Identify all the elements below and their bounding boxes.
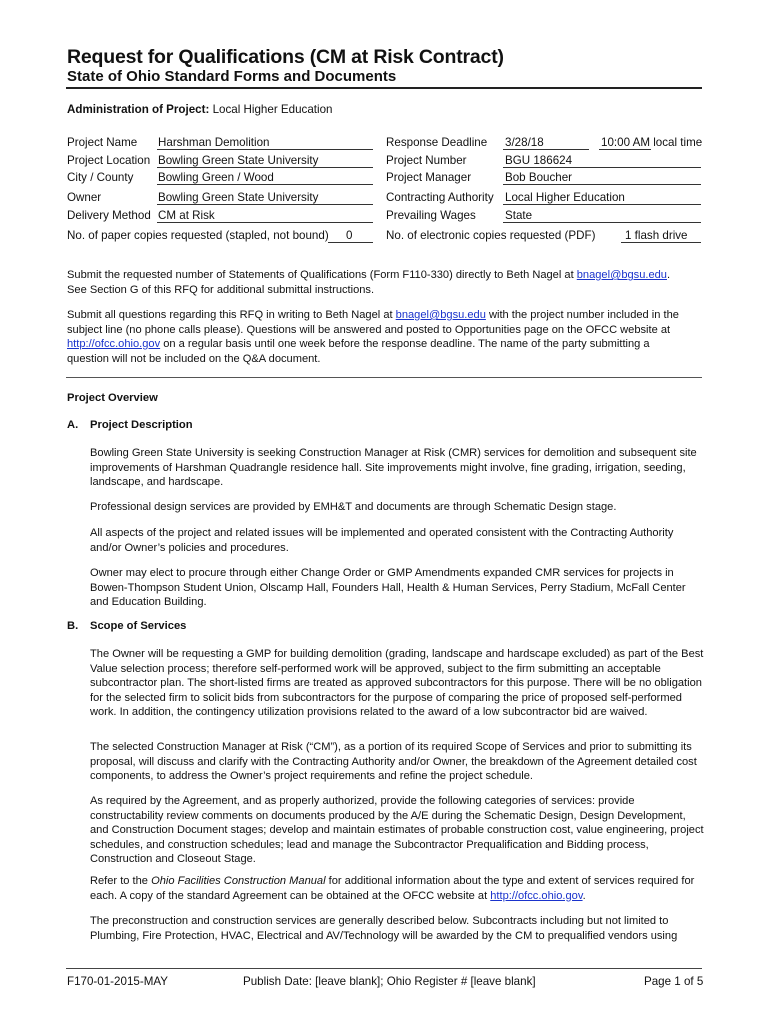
section-a-letter: A.: [67, 419, 79, 431]
electronic-copies-value[interactable]: 1 flash drive: [625, 229, 688, 242]
contracting-authority-underline: [503, 204, 701, 205]
manual-text-c: .: [582, 889, 586, 902]
city-county-underline: [157, 184, 373, 185]
paper-copies-label: No. of paper copies requested (stapled, not bound): [67, 229, 329, 242]
administration-line: [67, 103, 332, 116]
footer-form-id: F170-01-2015-MAY: [67, 975, 168, 988]
paper-copies-value[interactable]: 0: [346, 229, 353, 242]
deadline-time-underline: [599, 149, 651, 150]
project-overview-heading: Project Overview: [67, 392, 158, 404]
project-name-value[interactable]: Harshman Demolition: [158, 136, 270, 149]
project-location-value[interactable]: Bowling Green State University: [158, 154, 319, 167]
manual-text-b: for additional information about the type and extent of services required for each. A copy of the standard Agreement can be obtained at the OFCC website at: [90, 875, 695, 902]
questions-text-regular: on a regular basis until one week before the response deadline. The name of the party submitting a: [160, 338, 650, 350]
section-divider: [66, 377, 702, 378]
project-location-underline: [157, 167, 373, 168]
questions-text: Submit all questions regarding this RFQ in writing to Beth Nagel at: [67, 309, 396, 321]
questions-text-end: question will not be included on the Q&A document.: [67, 352, 321, 365]
scope-paragraph-4: [90, 874, 705, 903]
submit-paragraph-2: [67, 308, 707, 366]
owner-label: Owner: [67, 191, 102, 204]
project-manager-value[interactable]: Bob Boucher: [505, 171, 573, 184]
questions-text-subject: subject line (no phone calls please). Questions will be answered and posted to Opportunities page on the OFCC website at: [67, 323, 671, 336]
response-deadline-time-row: [601, 136, 702, 149]
footer-page-number: Page 1 of 5: [644, 975, 704, 988]
response-deadline-date[interactable]: 3/28/18: [505, 136, 544, 149]
delivery-method-value[interactable]: CM at Risk: [158, 209, 215, 222]
project-name-label: Project Name: [67, 136, 138, 149]
contracting-authority-label: Contracting Authority: [386, 191, 494, 204]
section-a-title: Project Description: [90, 419, 193, 431]
administration-label: Administration of Project:: [67, 103, 210, 116]
manual-text-a: Refer to the: [90, 875, 152, 887]
scope-paragraph-3: As required by the Agreement, and as properly authorized, provide the following categories of services: provide constructability review comments on documents produced by the A/E during the Schematic Design, Design Development, and Construction Document stages; develop and maintain estimates of probable construction cost, value engineering, project schedules, and construction schedules; lead and manage the Subcontractor Prequalification and Bidding process, Construction and Closeout Stage.: [90, 795, 704, 865]
response-deadline-time-suffix: local time: [653, 136, 703, 149]
city-county-label: City / County: [67, 171, 134, 184]
description-paragraph-1: Bowling Green State University is seeking Construction Manager at Risk (CMR) services for demolition and subsequent site improvements of Harshman Quadrangle residence hall. Site improvements might involve, fine grading, irrigation, seeding, landscape, and hardscape.: [90, 447, 697, 488]
project-number-label: Project Number: [386, 154, 467, 167]
prevailing-wages-value[interactable]: State: [505, 209, 533, 222]
submit-text-section-g: See Section G of this RFQ for additional submittal instructions.: [67, 283, 375, 296]
page-title: Request for Qualifications (CM at Risk Contract): [67, 46, 504, 68]
prevailing-wages-underline: [503, 222, 701, 223]
response-deadline-time[interactable]: 10:00 AM: [601, 136, 650, 149]
project-manager-underline: [503, 184, 701, 185]
footer-rule: [66, 968, 702, 969]
contracting-authority-value[interactable]: Local Higher Education: [505, 191, 625, 204]
prevailing-wages-label: Prevailing Wages: [386, 209, 476, 222]
scope-paragraph-5: The preconstruction and construction services are generally described below. Subcontracts including but not limited to Plumbing, Fire Protection, HVAC, Electrical and AV/Technology will be awarded by the CM to prequalified vendors using: [90, 915, 678, 942]
submit-paragraph-1: [67, 268, 707, 297]
section-b-title: Scope of Services: [90, 620, 187, 632]
manual-title: Ohio Facilities Construction Manual: [151, 875, 326, 887]
footer-publish-info: Publish Date: [leave blank]; Ohio Register # [leave blank]: [243, 975, 536, 988]
page-subtitle: State of Ohio Standard Forms and Documents: [67, 68, 397, 85]
owner-underline: [157, 204, 373, 205]
scope-paragraph-1: The Owner will be requesting a GMP for building demolition (grading, landscape and hardscape excluded) as part of the Best Value selection process; therefore self-performed work will be approved, subject to the firm submitting an acceptable subcontractor plan. The short-listed firms are treated as approved subcontractors for this purpose. There will be no obligation for the selected firm to solicit bids from subcontractors for the purpose of comparing the price of proposed self-performed work. In addition, the contingency utilization provisions related to the award of a low subcontractor bid are waived.: [90, 648, 704, 718]
header-rule: [66, 87, 702, 89]
submit-text: Submit the requested number of Statements of Qualifications (Form F110-330) directly to Beth Nagel at: [67, 269, 577, 281]
electronic-copies-label: No. of electronic copies requested (PDF): [386, 229, 596, 242]
project-name-underline: [157, 149, 373, 150]
questions-text-cont: with the project number included in the: [485, 309, 679, 321]
project-number-underline: [503, 167, 701, 168]
paper-copies-underline: [328, 242, 373, 243]
section-b-letter: B.: [67, 620, 79, 632]
owner-value[interactable]: Bowling Green State University: [158, 191, 319, 204]
administration-value: Local Higher Education: [212, 103, 333, 116]
city-county-value[interactable]: Bowling Green / Wood: [158, 171, 274, 184]
description-paragraph-2: Professional design services are provided by EMH&T and documents are through Schematic Design stage.: [90, 501, 617, 513]
description-paragraph-4: Owner may elect to procure through either Change Order or GMP Amendments expanded CMR services for projects in Bowen-Thompson Student Union, Olscamp Hall, Founders Hall, Health & Human Services, Perry Stadium, McFall Center and Education Building.: [90, 567, 686, 608]
project-number-value[interactable]: BGU 186624: [505, 154, 573, 167]
email-link[interactable]: bnagel@bgsu.edu: [576, 269, 667, 281]
project-location-label: Project Location: [67, 154, 151, 167]
email-link[interactable]: bnagel@bgsu.edu: [395, 309, 486, 321]
description-paragraph-3: All aspects of the project and related issues will be implemented and operated consistent with the Contracting Authority and/or Owner’s policies and procedures.: [90, 527, 674, 554]
ofcc-website-link[interactable]: http://ofcc.ohio.gov: [490, 889, 583, 902]
response-deadline-label: Response Deadline: [386, 136, 488, 149]
delivery-method-label: Delivery Method: [67, 209, 151, 222]
scope-paragraph-2: The selected Construction Manager at Risk (“CM”), as a portion of its required Scope of Services and prior to submitting its proposal, will discuss and clarify with the Contracting Authority and/or Owner, the breakdown of the Agreement detailed cost components, to address the Owner’s project requirements and refine the project schedule.: [90, 741, 697, 782]
delivery-method-underline: [157, 222, 373, 223]
electronic-copies-underline: [621, 242, 701, 243]
submit-text-end: .: [666, 269, 671, 281]
project-manager-label: Project Manager: [386, 171, 472, 184]
ofcc-website-link[interactable]: http://ofcc.ohio.gov: [67, 338, 161, 350]
deadline-date-underline: [503, 149, 589, 150]
